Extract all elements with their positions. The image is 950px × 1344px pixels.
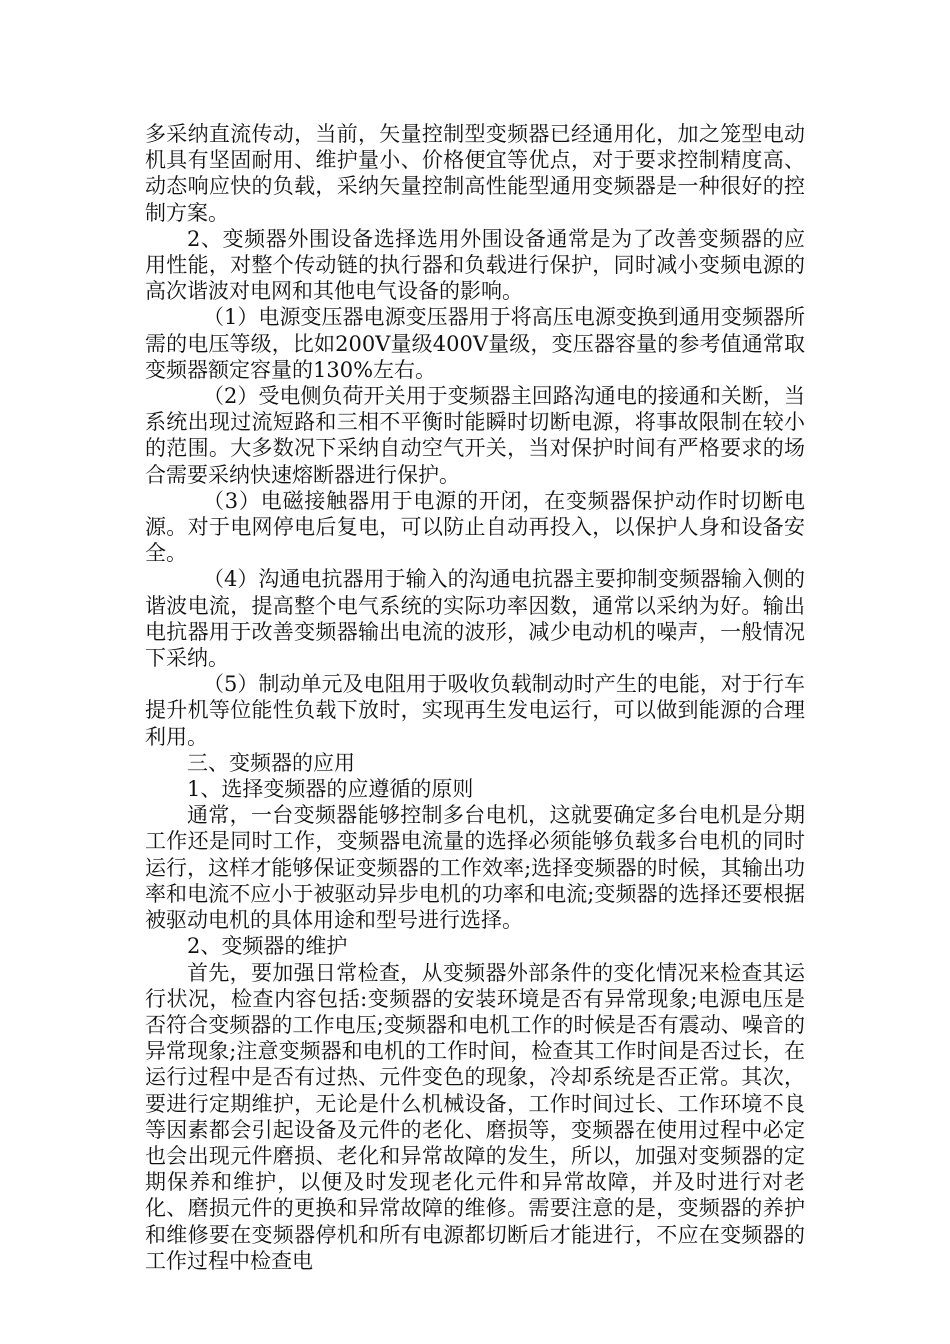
paragraph-intro: 多采纳直流传动，当前，矢量控制型变频器已经通用化，加之笼型电动机具有坚固耐用、维护量小、价格便宜等优点，对于要求控制精度高、动态响应快的负载，采纳矢量控制高性能型通用变频器是一种很好的控制方案。 <box>145 122 805 225</box>
paragraph-selection: 通常，一台变频器能够控制多台电机，这就要确定多台电机是分期工作还是同时工作，变频器电流量的选择必须能够负载多台电机的同时运行，这样才能够保证变频器的工作效率;选择变频器的时候，其输出功率和电流不应小于被驱动异步电机的功率和电流;变频器的选择还要根据被驱动电机的具体用途和型号进行选择。 <box>145 803 805 933</box>
paragraph-braking-unit: （5）制动单元及电阻用于吸收负载制动时产生的电能，对于行车提升机等位能性负载下放时，实现再生发电运行，可以做到能源的合理利用。 <box>145 672 805 749</box>
paragraph-load-switch: （2）受电侧负荷开关用于变频器主回路沟通电的接通和关断，当系统出现过流短路和三相不平衡时能瞬时切断电源，将事故限制在较小的范围。大多数况下采纳自动空气开关，当对保护时间有严格要求的场合需要采纳快速熔断器进行保护。 <box>145 384 805 487</box>
paragraph-peripheral-equipment: 2、变频器外围设备选择选用外围设备通常是为了改善变频器的应用性能，对整个传动链的执行器和负载进行保护，同时减小变频电源的高次谐波对电网和其他电气设备的影响。 <box>145 226 805 304</box>
paragraph-maintenance: 首先，要加强日常检查，从变频器外部条件的变化情况来检查其运行状况，检查内容包括:变频器的安装环境是否有异常现象;电源电压是否符合变频器的工作电压;变频器和电机工作的时候是否有震动、噪音的异常现象;注意变频器和电机的工作时间，检查其工作时间是否过长，在运行过程中是否有过热、元件变色的现象，冷却系统是否正常。其次，要进行定期维护，无论是什么机械设备，工作时间过长、工作环境不良等因素都会引起设备及元件的老化、磨损等，变频器在使用过程中必定也会出现元件磨损、老化和异常故障的发生，所以，加强对变频器的定期保养和维护，以便及时发现老化元件和异常故障，并及时进行对老化、磨损元件的更换和异常故障的维修。需要注意的是，变频器的养护和维修要在变频器停机和所有电源都切断后才能进行，不应在变频器的工作过程中检查电 <box>145 960 805 1273</box>
paragraph-power-transformer: （1）电源变压器电源变压器用于将高压电源变换到通用变频器所需的电压等级，比如200V量级400V量级，变压器容量的参考值通常取变频器额定容量的130%左右。 <box>145 305 805 382</box>
subheading-selection-principles: 1、选择变频器的应遵循的原则 <box>187 777 474 802</box>
paragraph-contactor: （3）电磁接触器用于电源的开闭，在变频器保护动作时切断电源。对于电网停电后复电，可以防止自动再投入，以保护人身和设备安全。 <box>145 488 805 566</box>
document-page <box>145 121 805 1274</box>
subheading-maintenance: 2、变频器的维护 <box>187 934 348 959</box>
paragraph-reactor: （4）沟通电抗器用于输入的沟通电抗器主要抑制变频器输入侧的谐波电流，提高整个电气系统的实际功率因数，通常以采纳为好。输出电抗器用于改善变频器输出电流的波形，减少电动机的噪声，一般情况下采纳。 <box>145 567 805 671</box>
section-heading-application: 三、变频器的应用 <box>187 750 355 775</box>
